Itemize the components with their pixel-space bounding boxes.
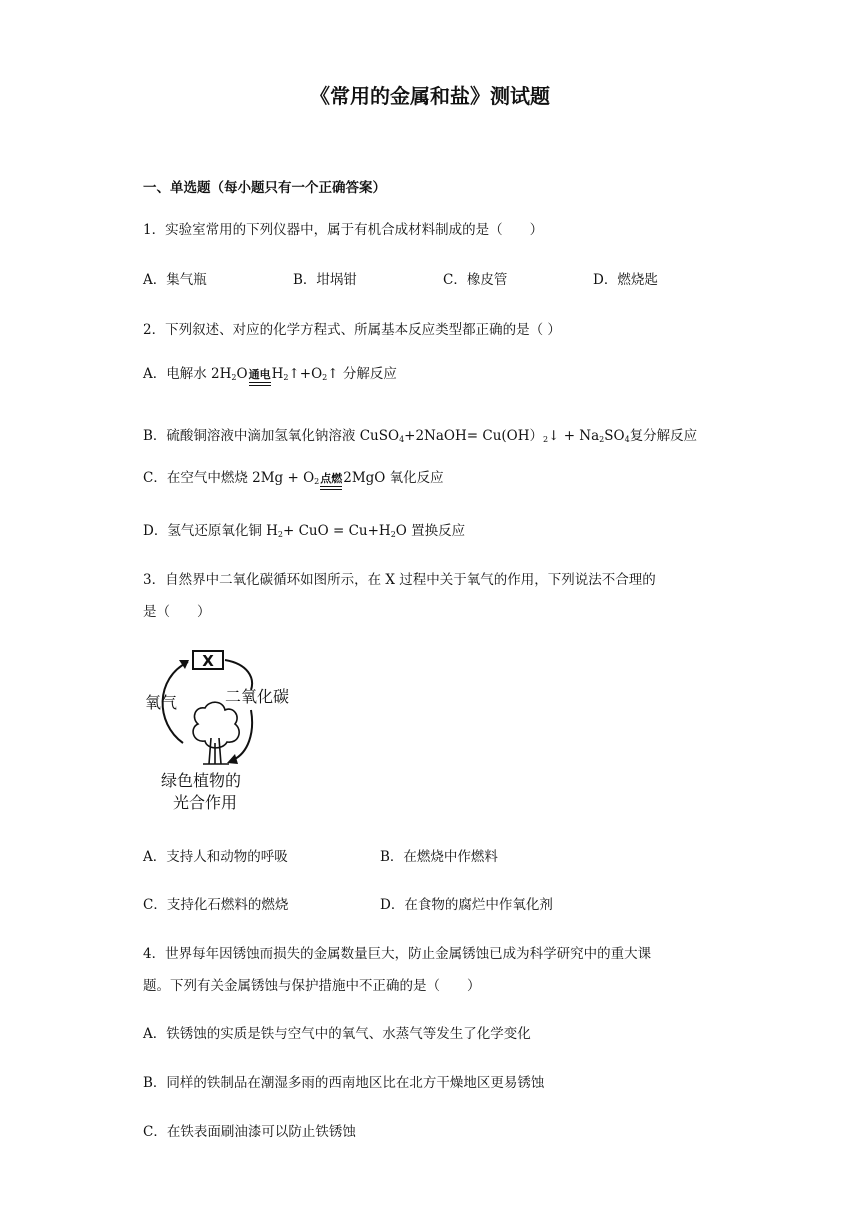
q2-option-a: A．电解水 $2H_2O$ 通电 $H_2↑+O_2↑$ 分解反应 [143,362,397,386]
q2-option-c: C．在空气中燃烧 $2Mg + O_2$ 点燃 2MgO 氧化反应 [143,466,444,490]
tree-trunk-icon [203,738,229,764]
section-heading: 一、单选题（每小题只有一个正确答案） [143,180,386,196]
q3-option-c: C．支持化石燃料的燃烧 [143,897,289,913]
question-3-stem-line1: 3．自然界中二氧化碳循环如图所示，在 X 过程中关于氧气的作用，下列说法不合理的 [143,572,656,588]
q3-option-d: D．在食物的腐烂中作氧化剂 [380,897,553,913]
oxygen-label: 氧气 [145,693,178,712]
q2-option-b: B．硫酸铜溶液中滴加氢氧化钠溶液 CuSO$_4$+2NaOH= $Cu(OH)_2↓ + Na_2SO_4$复分解反应 [143,428,698,444]
question-1-stem: 1．实验室常用的下列仪器中，属于有机合成材料制成的是（ ） [143,222,544,238]
question-3-stem-line2: 是（ ） [143,604,211,620]
q4-option-b: B．同样的铁制品在潮湿多雨的西南地区比在北方干燥地区更易锈蚀 [143,1075,545,1091]
plant-label-line1: 绿色植物的 [161,771,242,790]
x-label: X [202,652,214,670]
q2-option-d: D．氢气还原氧化铜 $H_2+$ CuO = $Cu+H_2O$ 置换反应 [143,523,466,539]
q1-option-c: C．橡皮管 [443,272,508,288]
q3-option-a: A．支持人和动物的呼吸 [143,849,288,865]
reaction-condition: 点燃 [320,473,342,490]
q4-option-a: A．铁锈蚀的实质是铁与空气中的氧气、水蒸气等发生了化学变化 [143,1026,531,1042]
q3-option-b: B．在燃烧中作燃料 [380,849,498,865]
question-4-stem-line1: 4．世界每年因锈蚀而损失的金属数量巨大，防止金属锈蚀已成为科学研究中的重大课 [143,946,652,962]
q1-option-b: B．坩埚钳 [293,272,357,288]
page-title: 《常用的金属和盐》测试题 [310,84,550,108]
carbon-cycle-diagram [143,648,313,813]
right-arrow-icon [227,754,238,764]
tree-canopy-icon [193,702,239,748]
q1-option-d: D．燃烧匙 [593,272,658,288]
question-4-stem-line2: 题。下列有关金属锈蚀与保护措施中不正确的是（ ） [143,978,481,994]
co2-label: 二氧化碳 [225,687,290,706]
plant-label-line2: 光合作用 [173,793,238,812]
reaction-condition: 通电 [249,369,271,386]
q1-option-a: A．集气瓶 [143,272,207,288]
q4-option-c: C．在铁表面刷油漆可以防止铁锈蚀 [143,1124,356,1140]
top-right-arc [225,660,252,690]
right-cycle-arc [233,710,252,760]
question-2-stem: 2．下列叙述、对应的化学方程式、所属基本反应类型都正确的是（ ） [143,322,561,338]
carbon-cycle-figure [143,648,313,813]
